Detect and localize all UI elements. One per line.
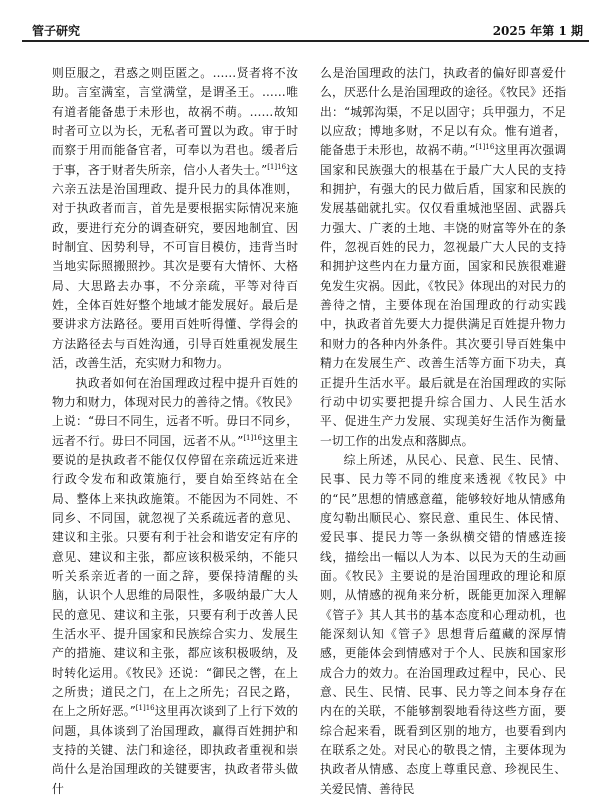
citation: [1]16 <box>136 704 155 712</box>
paragraph: 么是治国理政的法门，执政者的偏好即喜爱什么，厌恶什么是治国理政的途径。《牧民》还指出：“城郭沟渠，不足以固守；兵甲强力，不足以应敌；博地多财，不足以有众。惟有道者，能备患于未形也，故祸不萌。”$^{[1]16}$这里再次强调国家和民族强大的根基在于最广大人民的支持和拥护，有强大的民力做后盾，国家和民族的发展基础就扎实。仅仅看重城池坚固、武器兵力强大、广袤的土地、丰饶的财富等外在的条件，忽视百姓的民力，忽视最广大人民的支持和拥护这些内在力量方面，国家和民族很难避免发生灾祸。因此，《牧民》体现出的对民力的善待之情，主要体现在治国理政的行动实践中，执政者首先要大力提供满足百姓提升物力和财力的各种内外条件。其次要引导百姓集中精力在发展生产、改善生活等方面下功夫，真正提升生活水平。最后就是在治国理政的实际行动中切实要把提升综合国力、人民生活水平、促进生产力发展、实现美好生活作为衡量一切工作的出发点和落脚点。 <box>320 64 566 451</box>
page-header <box>22 20 589 40</box>
right-column <box>320 64 566 799</box>
journal-name: 管子研究 <box>32 22 80 39</box>
paragraph: 综上所述，从民心、民意、民生、民情、民事、民力等不同的维度来透视《牧民》中的“民”思想的情感意蕴，能够较好地从情感角度勾勒出顺民心、察民意、重民生、体民情、爱民事、提民力等一条纵横交错的情感连接线，描绘出一幅以人为本、以民为天的生动画面。《牧民》主要说的是治国理政的理论和原则，从情感的视角来分析，既能更加深入理解《管子》其人其书的基本态度和心理动机，也能深刻认知《管子》思想背后蕴藏的深厚情感，更能体会到情感对于个人、民族和国家形成合力的效力。在治国理政过程中，民心、民意、民生、民情、民事、民力等之间本身存在内在的关联，不能够割裂地看待这些方面，要综合起来看，既看到区别的地方，也要看到内在联系之处。对民心的敬畏之情，主要体现为执政者从情感、态度上尊重民意、珍视民生、关爱民情、善待民 <box>320 451 566 799</box>
citation: [1]16 <box>267 163 286 171</box>
citation: [1]16 <box>243 434 262 442</box>
paragraph: 则臣服之，君惑之则臣匿之。……贤者将不汝助。言室满室，言堂满堂，是谓圣王。……唯有道者能备患于未形也，故祸不萌。……故知时者可立以为长，无私者可置以为政。审于时而察于用而能备官者，可奉以为君也。缓者后于事，吝于财者失所亲，信小人者失士。”$^{[1]16}$这六亲五法是治国理政、提升民力的具体准则，对于执政者而言，首先是要根据实际情况来施政，要进行充分的调查研究，要因地制宜、因时制宜、因势利导，不可盲目模仿，违背当时当地实际照搬照抄。其次是要有大情怀、大格局、大思路去办事，不分亲疏，平等对待百姓，全体百姓好整个地域才能发展好。最后是要讲求方法路径。要用百姓听得懂、学得会的方法路径去与百姓沟通，引导百姓重视发展生活，改善生活，充实财力和物力。 <box>52 64 298 374</box>
header-rule <box>22 40 589 42</box>
left-column <box>52 64 298 799</box>
citation: [1]16 <box>475 143 494 151</box>
issue-label: 2025 年第 1 期 <box>493 22 583 39</box>
paragraph: 执政者如何在治国理政过程中提升百姓的物力和财力，体现对民力的善待之情。《牧民》上说：“毋曰不同生，远者不听。毋曰不同乡，远者不行。毋曰不同国，远者不从。”$^{[1]16}$这里主要说的是执政者不能仅仅停留在亲疏远近来进行政令发布和政策施行，要自始至终站在全局、整体上来执政施策。不能因为不同姓、不同乡、不同国，就忽视了关系疏远者的意见、建议和主张。只要有利于社会和谐安定有序的意见、建议和主张，都应该积极采纳，不能只听关系亲近者的一面之辞，要保持清醒的头脑，认识个人思维的局限性，多吸纳最广大人民的意见、建议和主张，只要有利于改善人民生活水平、提升国家和民族综合实力、发展生产的措施、建议和主张，都应该积极吸纳，及时转化运用。《牧民》还说：“御民之辔，在上之所贵；道民之门，在上之所先；召民之路，在上之所好恶。”$^{[1]16}$这里再次谈到了上行下效的问题，具体谈到了治国理政，赢得百姓拥护和支持的关键、法门和途径，即执政者重视和崇尚什么是治国理政的关键要害，执政者带头做什 <box>52 374 298 799</box>
